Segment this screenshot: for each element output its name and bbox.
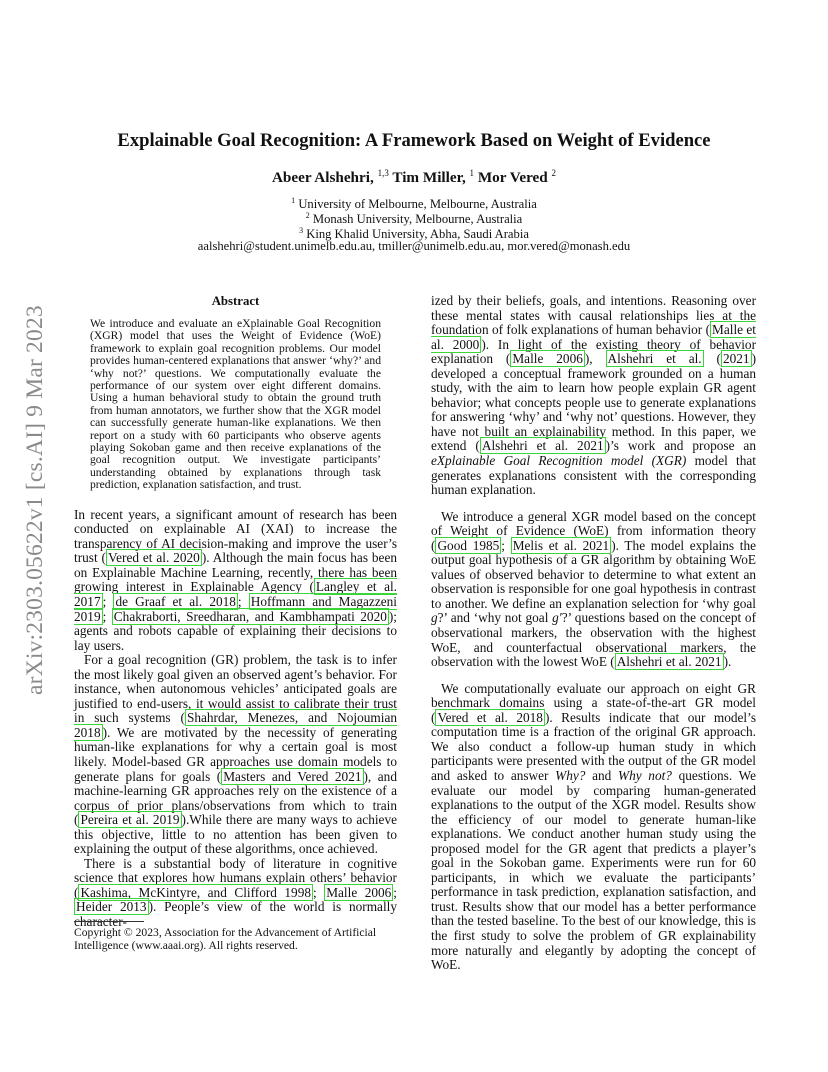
affiliation-text: Monash University, Melbourne, Australia	[312, 212, 523, 227]
paragraph-text: ); agents and robots capable of explaining their decisions to lay users.	[74, 608, 397, 653]
citation-link[interactable]: Malle 2006	[512, 351, 583, 367]
paragraph-text: ). The model explains the output goal hypothesis of a GR algorithm by obtaining WoE values of observed behavior to determine to what extent an observation is responsible for one goal hypothesis in contrast to another. We define an explanation selection for ‘why goal	[431, 537, 757, 611]
citation-link[interactable]: Malle et al. 2000	[431, 322, 757, 352]
citation-link[interactable]: Kashima, McKintyre, and Clifford 1998	[80, 884, 312, 900]
paragraph-text: ;	[237, 593, 249, 609]
affiliation-mark: 3	[299, 226, 304, 235]
footnote-divider	[74, 921, 144, 922]
citation-link[interactable]: Masters and Vered 2021	[223, 768, 362, 784]
paragraph-text: model that generates explanations consistent with the corresponding human explanation.	[431, 453, 756, 498]
citation-link[interactable]: Shahrdar, Menezes, and Nojoumian 2018	[74, 710, 398, 740]
emphasized-term: Why not?	[618, 767, 672, 783]
paragraph-text: For a goal recognition (GR) problem, the task is to infer the most likely goal given an observed agent’s behavior. For instance, when autonomous vehicles’ anticipated goals are justified to end-users, it would assist to calibrate their trust in such systems (	[74, 652, 397, 726]
abstract-body: We introduce and evaluate an eXplainable Goal Recognition (XGR) model that uses the Weight of Evidence (WoE) framework to explain goal recognition problems. Our model provides human-centered explanations that answer ‘why?’ and ‘why not?’ questions. We computationally evaluate the performance of our system over eight different domains. Using a human behavioral study to obtain the ground truth from human annotators, we further show that the XGR model can successfully generate human-like explanations. We then report on a study with 60 participants who observe agents playing Sokoban game and then receive explanations of the goal recognition output. We investigate participants’ understanding obtained by explanations through task prediction, explanation satisfaction, and trust.	[90, 317, 381, 492]
paragraph-text: ). Although the main focus has been on Explainable Machine Learning, recently, there has been growing interest in Explainable Agency (	[74, 550, 398, 595]
affiliation-text: King Khalid University, Abha, Saudi Arabia	[306, 227, 529, 242]
author-affiliation-mark: 1	[469, 168, 475, 178]
paragraph-text: We computationally evaluate our approach on eight GR benchmark domains using a state-of-the-art GR model (	[431, 680, 756, 725]
citation-link[interactable]: Malle 2006	[326, 884, 392, 900]
paragraph-text: ;	[102, 608, 112, 624]
citation-link[interactable]: Hoffmann and Magazzeni 2019	[74, 593, 397, 624]
paragraph-text: (	[703, 351, 721, 367]
intro-paragraph	[431, 682, 756, 973]
author-list	[0, 168, 828, 187]
citation-link[interactable]: 2021	[722, 351, 750, 367]
abstract-heading: Abstract	[211, 294, 260, 308]
paragraph-text: ;	[102, 593, 114, 609]
paragraph-text: and	[585, 767, 618, 783]
paragraph-text: ). We are motivated by the necessity of generating human-like explanations for why a certain goal is most likely. Model-based GR approaches use domain models to generate plans for goals (	[74, 724, 397, 784]
paragraph-text: There is a substantial body of literature in cognitive science that explores how humans explain others’ behavior (	[74, 855, 397, 900]
intro-paragraph	[74, 508, 397, 653]
citation-link[interactable]: Melis et al. 2021	[512, 537, 610, 553]
math-symbol: g	[431, 610, 438, 626]
paragraph-text: ). Results indicate that our model’s computation time is a fraction of the original GR approach. We also conduct a follow-up human study in which participants were presented with the output of the GR model and asked to answer	[431, 709, 756, 783]
citation-link[interactable]: Good 1985	[437, 537, 500, 553]
citation-link[interactable]: Chakraborti, Sreedharan, and Kambhampati 2020	[113, 608, 387, 624]
paragraph-text: ).	[723, 654, 732, 670]
paragraph-text: questions. We evaluate our model by comparing human-generated explanations to the output of the XGR model. Results show the efficiency of our model to generate human-like explanations. We conduct another human study using the proposed model for the GR agent that predicts a player’s goal in the Sokoban game. Experiments were run for 60 participants, in which we evaluate the participants’ performance in task prediction, explanation satisfaction, and trust. Results show that our model has a better performance than the tested baseline. To the best of our knowledge, this is the first study to solve the problem of GR explainability more naturally and elegantly by adopting the concept of WoE.	[431, 767, 757, 973]
author-name: Abeer Alshehri,	[271, 169, 374, 187]
affiliation-mark: 2	[305, 211, 310, 220]
affiliation-text: University of Melbourne, Melbourne, Australia	[298, 197, 537, 212]
affiliation-mark: 1	[291, 196, 296, 205]
intro-paragraph	[74, 857, 397, 930]
citation-link[interactable]: Vered et al. 2020	[107, 550, 200, 566]
paragraph-text: ized by their beliefs, goals, and intentions. Reasoning over these mental states with causal relationships lies at the foundation of folk explanations of human behavior (	[431, 293, 756, 338]
paragraph-text: ) developed a conceptual framework grounded on a human study, with the aim to learn how people explain GR agent behavior; what concepts people use to generate explanations for answering ‘why’ and ‘why not’ questions. However, they have not built an explainability method. In this paper, we extend (	[431, 351, 756, 454]
paragraph-text: We introduce a general XGR model based on the concept of Weight of Evidence (WoE) from information theory (	[431, 508, 756, 553]
author-emails: aalshehri@student.unimelb.edu.au, tmiller@unimelb.edu.au, mor.vered@monash.edu	[197, 239, 631, 253]
math-symbol: g′	[552, 610, 562, 626]
author-affiliation-mark: 1,3	[377, 168, 389, 178]
citation-link[interactable]: Pereira et al. 2019	[80, 812, 180, 828]
arxiv-identifier-stamp[interactable]: arXiv:2303.05622v1 [cs.AI] 9 Mar 2023	[22, 305, 48, 695]
copyright-notice: Copyright © 2023, Association for the Advancement of Artificial Intelligence (www.aaai.org). All rights reserved.	[74, 926, 377, 953]
paragraph-text: ). In light of the existing theory of behavior explanation (	[431, 336, 756, 367]
right-column	[431, 294, 756, 973]
paper-title: Explainable Goal Recognition: A Framework Based on Weight of Evidence	[117, 130, 711, 151]
author-affiliation-mark: 2	[551, 168, 557, 178]
paragraph-text: ). People’s view of the world is normally character-	[74, 899, 397, 929]
paragraph-text: ).While there are many ways to achieve this objective, little to no attention has been given to explaining the output of these algorithms, once achieved.	[74, 812, 397, 857]
intro-paragraph	[74, 653, 397, 857]
paragraph-text: ?’ questions based on the concept of observational markers, the observation with the highest WoE, and counterfactual observational markers, the observation with the lowest WoE (	[431, 610, 756, 670]
citation-link[interactable]: Alshehri et al. 2021	[481, 438, 604, 454]
paragraph-text: ),	[584, 351, 606, 367]
author-name: Mor Vered	[477, 169, 548, 187]
paragraph-text: )’s work and propose an	[605, 438, 756, 454]
paragraph-text: ?’ and ‘why not goal	[437, 610, 553, 626]
citation-link[interactable]: de Graaf et al. 2018	[115, 593, 236, 609]
intro-paragraph	[431, 510, 756, 670]
paragraph-text: In recent years, a significant amount of research has been conducted on explainable AI (XAI) to increase the transparency of AI decision-making and improve the user’s trust (	[74, 506, 397, 566]
left-column	[74, 294, 397, 930]
paragraph-text: ;	[393, 884, 397, 900]
citation-link[interactable]: Heider 2013	[76, 899, 147, 915]
emphasized-term: Why?	[555, 767, 586, 783]
intro-paragraph	[431, 294, 756, 498]
citation-link[interactable]: Alshehri et al.	[607, 351, 702, 367]
author-name: Tim Miller,	[392, 169, 466, 187]
emphasized-term: eXplainable Goal Recognition model (XGR)	[431, 453, 687, 469]
paragraph-text: ), and machine-learning GR approaches rely on the existence of a corpus of prior plans/observations from which to train (	[74, 768, 397, 828]
paragraph-text: ;	[501, 537, 511, 553]
citation-link[interactable]: Alshehri et al. 2021	[616, 654, 722, 670]
citation-link[interactable]: Vered et al. 2018	[437, 709, 543, 725]
citation-link[interactable]: Langley et al. 2017	[74, 579, 397, 609]
paragraph-text: ;	[313, 884, 325, 900]
